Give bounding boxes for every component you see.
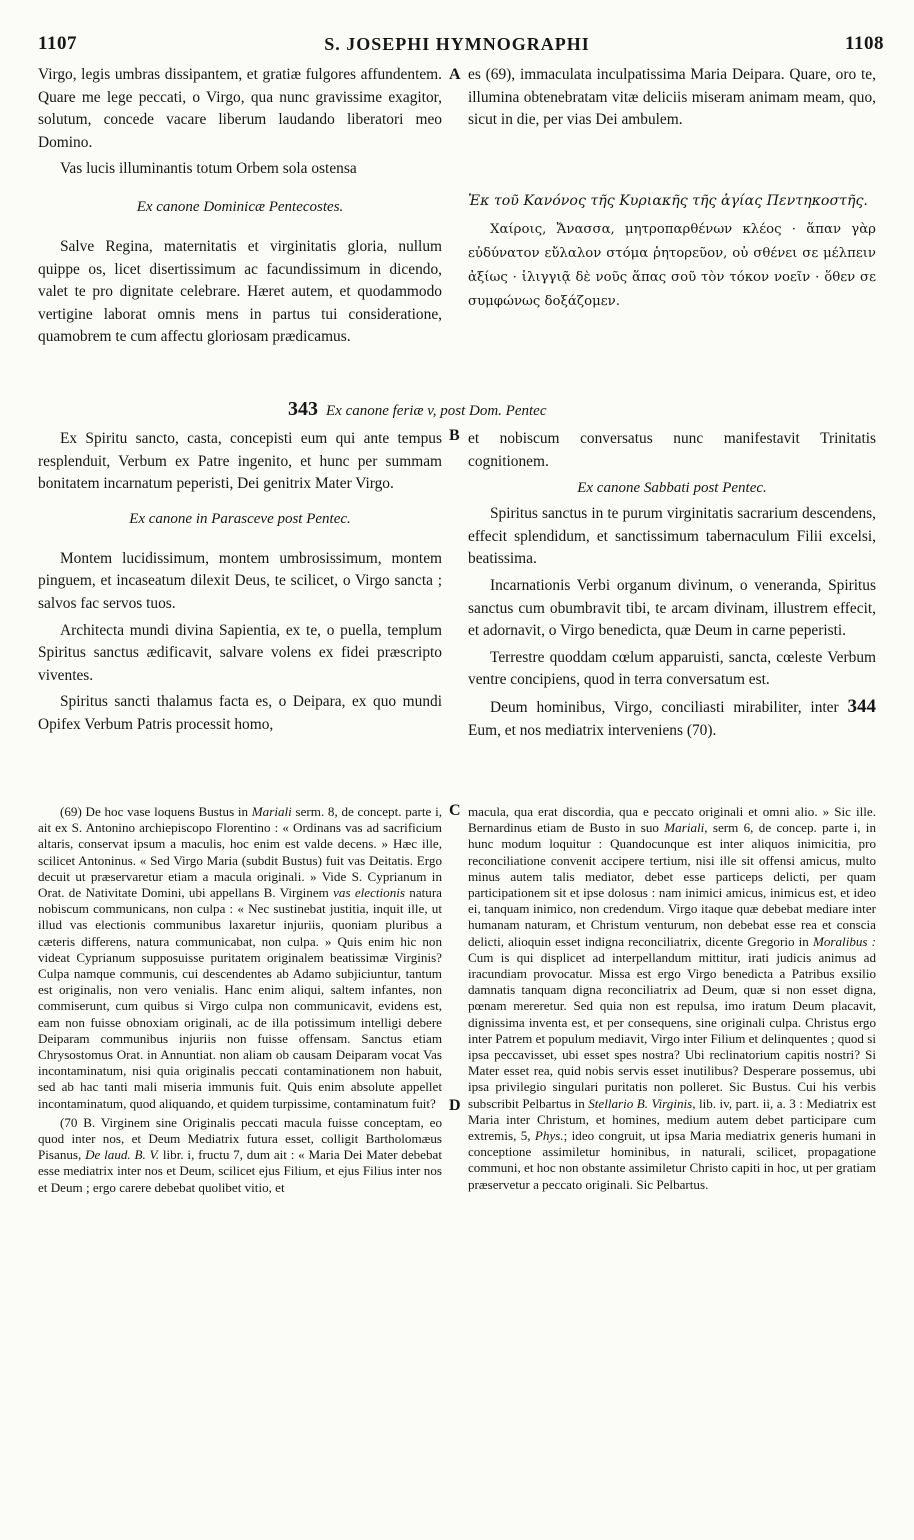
page-number-left: 1107 [38,33,77,54]
paragraph: Terrestre quoddam cœlum apparuisti, sancta, cœleste Verbum ventre concipiens, quod in terra conversatum est. [468,648,876,689]
footnotes-left [38,804,442,1196]
section-heading: Ex canone Dominicæ Pentecostes. [136,199,344,215]
paragraph: Vas lucis illuminantis totum Orbem sola ostensa [60,160,357,178]
section2-left [38,196,442,349]
paragraph: Montem lucidissimum, montem umbrosissimum, montem pinguem, et incaseatum dilexit Deus, te scilicet, o Virgo sancta ; salvos fac servos tuos. [38,549,442,612]
footnote-69: (69) De hoc vase loquens Bustus in Mariali serm. 8, de concept. parte i, ait ex S. Antonino archiepiscopo Florentino : « Ordinans vas ad sacrificium altaris, conservat ipsum a maculis, hoc enim est valde decens. » Hæc ille, scilicet Antoninus. « Sed Virgo Maria (subdit Bustus) fuit vas Deitatis. Ergo decuit ut præservaretur etiam a macula originali. » Vide S. Cyprianum in Orat. de Nativitate Domini, ubi appellans B. Virginem vas electionis natura nobiscum communicans, non culpa : « Nec sustinebat justitia, inquit ille, ut illud vas electionis communibus laxaretur injuriis, quoniam pluribus a cæteris differens, natura communicabat, non culpa. » Quis enim hic non videat Cyprianum supposuisse puritatem originalem beatissimæ Virginis? Culpa namque communis, cui descendentes ab Adamo subjiciuntur, tantum est originalis, non vero venialis. Hanc enim aliqui, saltem infantes, non commiserunt, cum quibus si Virgo culpa non communicavit, evidens est, eam non fuisse obnoxiam originali, ac de illa potissimum intelligi debere Deiparam communibus injuriis non fuisse offensam. Sanctus etiam Chrysostomus Orat. in Annuntiat. non aliam ob causam Deiparam vocat Vas incontaminatum, nisi quia originalis peccati contaminationem non habuit, sed ab hac tanti mali miseria immunis fuit. Quis enim absolute appellet incontaminatum, quod aliquando, et quidem turpissime, contaminatum fuit? [38,804,442,1111]
paragraph: Spiritus sancti thalamus facta es, o Deipara, ex quo mundi Opifex Verbum Patris processit homo, [38,693,442,733]
paragraph: et nobiscum conversatus nunc manifestavit Trinitatis cognitionem. [468,430,876,470]
section-heading: Ex canone Sabbati post Pentec. [577,480,767,497]
column-number: 344 [847,695,876,717]
section1-left [38,64,442,181]
paragraph: Architecta mundi divina Sapientia, ex te, o puella, templum Spiritus sanctus ædificavit, salvare volens ex fidei præscripto viventes. [38,621,442,684]
paragraph: Incarnationis Verbi organum divinum, o veneranda, Spiritus sanctus cum obumbravit tibi, te arcam divinam, illustrem effecit, et adornavit, o Virgo benedicta, quæ Deum in carne peperisti. [468,576,876,640]
paragraph: Ex Spiritu sancto, casta, concepisti eum qui ante tempus resplenduit, Verbum ex Patre ingenito, et hunc per summam bonitatem incarnatum peperisti, Dei genitrix Mater Virgo. [38,430,442,493]
column-number: 343 [288,398,318,420]
section3-right [468,428,876,742]
paragraph: Salve Regina, maternitatis et virginitatis gloria, nullum quippe os, licet disertissimum ac facundissimum in dicendo, valet te pro dignitate celebrare. Hæret autem, et quodammodo vertigine laborat omnis mens in partus tui consideratione, quamobrem te cum affectu gloriosam prædicamus. [38,238,442,346]
paragraph: Deum hominibus, Virgo, conciliasti mirabiliter, inter 344 Eum, et nos mediatrix interveniens (70). [468,695,876,739]
footnote-70: (70 B. Virginem sine Originalis peccati macula fuisse conceptam, eo quod inter nos, et Deum Mediatrix futura esset, colligit Bartholomæus Pisanus, De laud. B. V. libr. i, fructu 7, dum ait : « Maria Dei Mater debebat esse mediatrix inter nos et Deum, scilicet ejus Filium, et ejus Filius inter nos et Deum ; ergo carere debebat quolibet vitio, et [38,1114,442,1195]
paragraph: Spiritus sanctus in te purum virginitatis sacrarium descendens, effecit splendidum, et sanctissimum tabernaculum Filii excelsi, beatissima. [468,505,876,568]
section-heading: Ex canone in Parasceve post Pentec. [129,510,351,527]
paragraph: Virgo, legis umbras dissipantem, et gratiæ fulgores affundentem. Quare me lege peccati, o Virgo, qua nunc gravissime exagitor, solutum, concede vacare liberum laudando liberatori meo Domino. [38,66,442,151]
margin-letter-a: A [449,66,461,83]
mid-heading [288,398,547,421]
margin-letter-b: B [449,427,460,444]
running-title: S. JOSEPHI HYMNOGRAPHI [324,34,590,54]
section1-right [468,64,876,132]
footnotes-right [468,804,876,1193]
mid-heading-text: Ex canone feriæ v, post Dom. Pentec [326,403,547,419]
section3-left [38,428,442,737]
greek-heading: Ἐκ τοῦ Κανόνος τῆς Κυριακῆς τῆς ἁγίας Πεντηκοστῆς. [468,193,868,209]
margin-letter-d: D [449,1097,461,1114]
footnote-70-continued: macula, qua erat discordia, qua e peccato originali et omni alio. » Sic ille. Bernardinus etiam de Busto in suo Mariali, serm 6, de concep. parte i, in hunc modum loquitur : Quandocunque est inter aliquos inimicitia, pro reconciliatione convenit accipere tertium, nisi ille sit offensi amicus, multo minus autem talis mediator, debet esse particeps delicti, per quam participationem sit et ipse dolosus : nam inimici amicus, inimicus est, et ideo ei, tanquam inimico, non credendum. Virgo itaque quæ debebat mediare inter humanam naturam, et Christum venturum, non debebat esse rea et conscia delicti, alioquin esset indigna reconciliatrix, dicente Gregorio in Moralibus : Cum is qui displicet ad interpellandum mittitur, irati judicis animus ad iracundiam provocatur. Missa est ergo Virgo benedicta a Patribus exsilio damnatis tanquam digna reconciliatrix ad Deum, quæ si non esset digna, pœnam mereretur. Sed quia non est repulsa, imo iratum Deum placavit, dignissima inventa est, et per consequens, sine originali culpa. Christus ergo inter Patrem et populum mediavit, Virgo inter Filium et delinquentes ; quod si ipsa peccavisset, ubi esset spes nostra? Ubi reclinatorium capitis nostri? Si Mater esset rea, quid nobis servis esset inutilibus? Desperare possemus, ubi ipsa privilegio singulari puritatis non polleret. Sic Bustus. Cui his verbis subscribit Pelbartus in Stellario B. Virginis, lib. iv, part. ii, a. 3 : Mediatrix est Maria inter Christum, et homines, medium autem debet participare cum extremis, 5, Phys.; ideo congruit, ut ipsa Maria mediatrix generis humani in conceptione assimiletur hominibus, in naturali, scilicet, propagatione communi, et hoc non obstante assimiletur Christo capiti in hoc, ut per gratiam præservetur a peccato originali. Sic Pelbartus. [468,804,877,1192]
section2-right [468,190,876,314]
page-header [0,33,914,63]
paragraph: es (69), immaculata inculpatissima Maria Deipara. Quare, oro te, illumina obtenebratam vitæ deliciis miseram animam meam, quo, sicut in die, per vias Dei ambulem. [468,66,876,129]
margin-letter-c: C [449,802,461,819]
greek-paragraph: Χαίροις, Ἄνασσα, μητροπαρθένων κλέος · ἅπαν γὰρ εὐδύνατον εὔλαλον στόμα ῥητορεῦον, οὐ σθένει σε μέλπειν ἀξίως · ἰλιγγιᾷ δὲ νοῦς ἅπας σοῦ τὸν τόκον νοεῖν · ὅθεν σε συμφώνως δοξάζομεν. [468,222,876,309]
page-number-right: 1108 [845,33,884,54]
